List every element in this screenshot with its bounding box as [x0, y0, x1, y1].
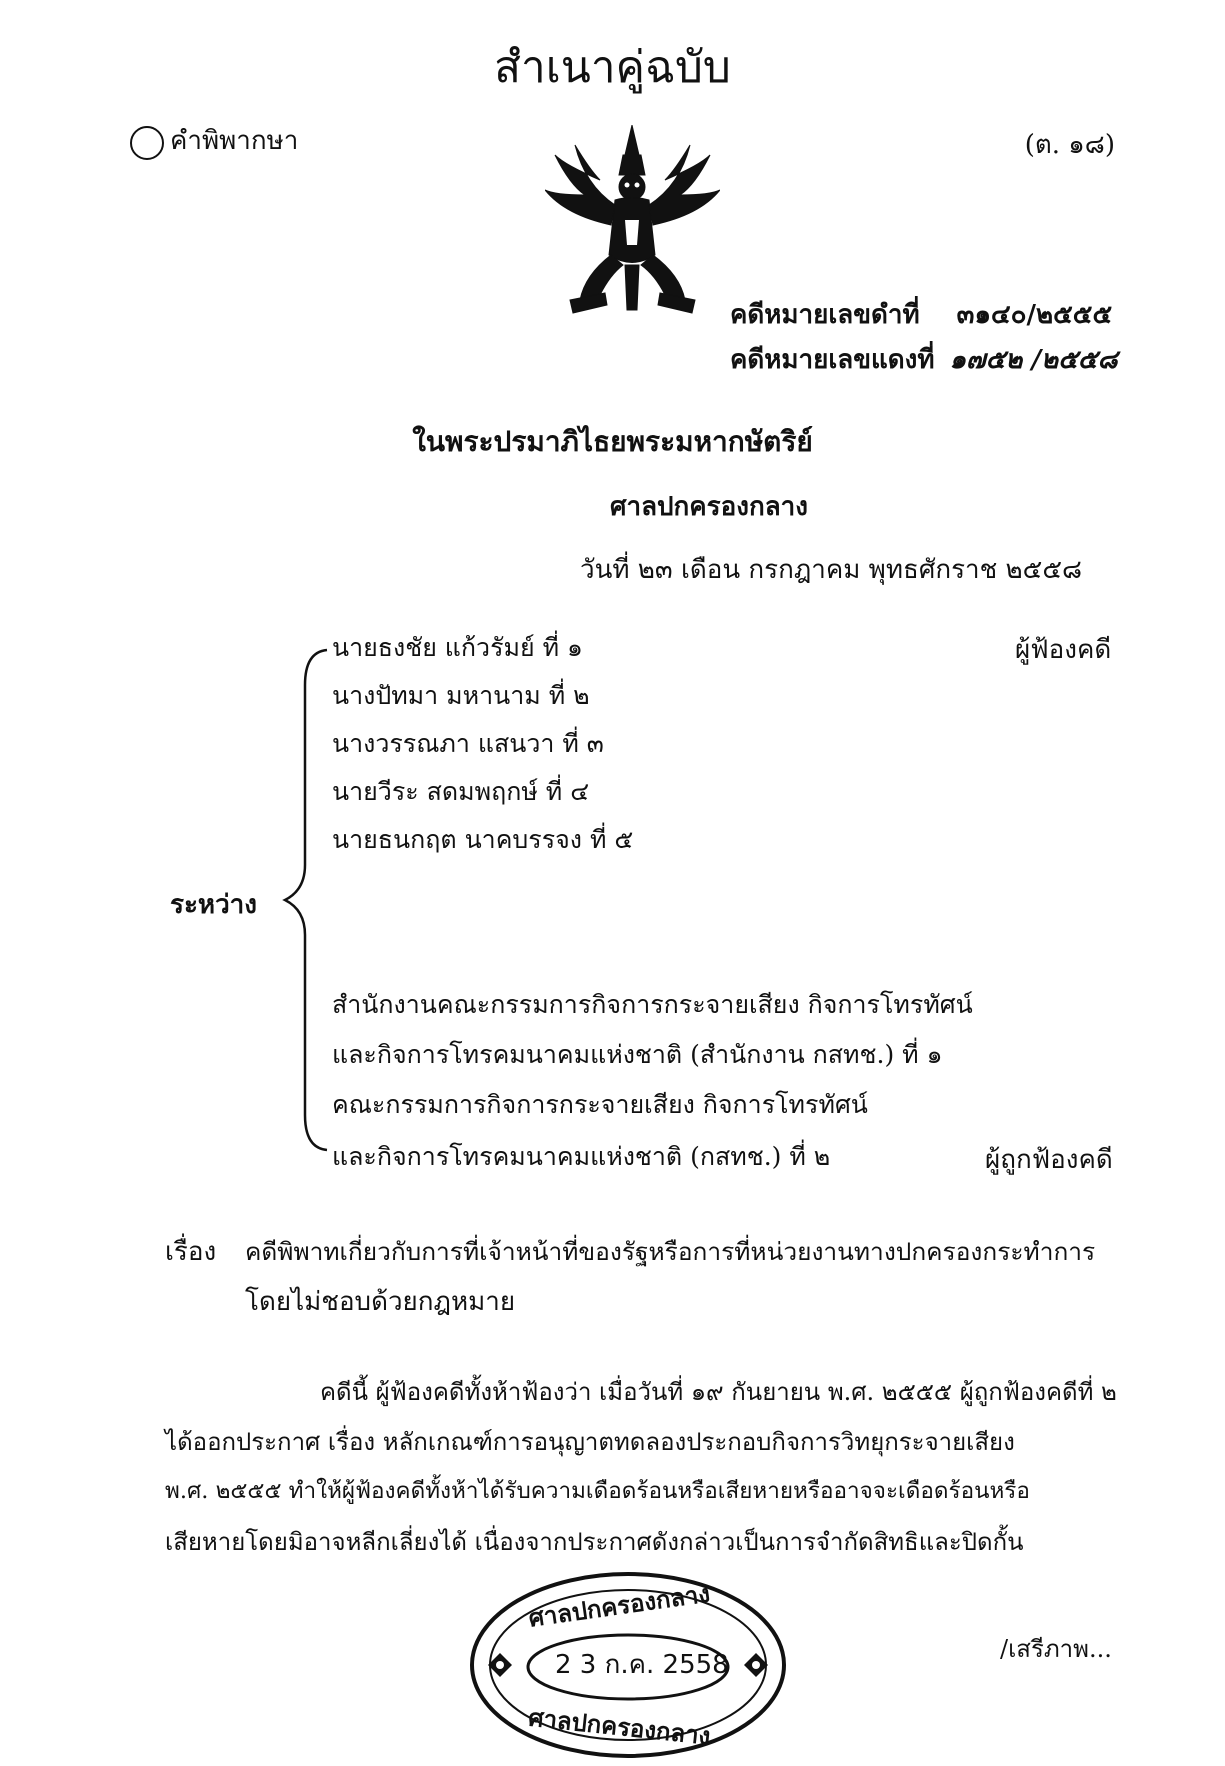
court-name: ศาลปกครองกลาง — [610, 492, 808, 522]
defendant-role: ผู้ถูกฟ้องคดี — [985, 1145, 1113, 1175]
judgment-date: วันที่ ๒๓ เดือน กรกฎาคม พุทธศักราช ๒๕๕๘ — [580, 555, 1083, 585]
plaintiff-1: นายธงชัย แก้วรัมย์ ที่ ๑ — [332, 633, 583, 662]
continued-marker: /เสรีภาพ... — [1000, 1635, 1112, 1663]
plaintiff-4: นายวีระ สดมพฤกษ์ ที่ ๔ — [332, 777, 590, 806]
defendant-line-1: สำนักงานคณะกรรมการกิจการกระจายเสียง กิจการโทรทัศน์ — [332, 990, 973, 1019]
plaintiff-2: นางปัทมา มหานาม ที่ ๒ — [332, 681, 590, 710]
copy-title: สำเนาคู่ฉบับ — [494, 42, 731, 93]
plaintiff-3: นางวรรณภา แสนวา ที่ ๓ — [332, 729, 604, 758]
body-line-3: พ.ศ. ๒๕๕๕ ทำให้ผู้ฟ้องคดีทั้งห้าได้รับความเดือดร้อนหรือเสียหายหรืออาจจะเดือดร้อนหรือ — [165, 1478, 1030, 1504]
red-case-value: ๑๗๕๒ /๒๕๕๘ — [949, 345, 1118, 375]
brace-bracket — [265, 640, 345, 1160]
stamp-bottom-text: ศาลปกครองกลาง — [527, 1702, 712, 1751]
garuda-emblem-icon — [545, 125, 720, 325]
royal-heading: ในพระปรมาภิไธยพระมหากษัตริย์ — [412, 425, 813, 458]
plaintiff-role: ผู้ฟ้องคดี — [1015, 635, 1112, 665]
black-case-value: ๓๑๔๐/๒๕๕๕ — [956, 300, 1113, 330]
black-case-number — [730, 300, 1112, 331]
form-code: (ต. ๑๘) — [1024, 130, 1115, 160]
stamp-top-text: ศาลปกครองกลาง — [526, 1578, 712, 1633]
between-label: ระหว่าง — [170, 890, 257, 920]
defendant-line-4: และกิจการโทรคมนาคมแห่งชาติ (กสทช.) ที่ ๒ — [332, 1142, 831, 1171]
circle-marker-icon — [130, 126, 164, 160]
subject-label: เรื่อง — [165, 1237, 217, 1267]
body-line-1: คดีนี้ ผู้ฟ้องคดีทั้งห้าฟ้องว่า เมื่อวันที่ ๑๙ กันยายน พ.ศ. ๒๕๕๕ ผู้ถูกฟ้องคดีที่ ๒ — [320, 1378, 1117, 1406]
defendant-line-2: และกิจการโทรคมนาคมแห่งชาติ (สำนักงาน กสทช.) ที่ ๑ — [332, 1040, 943, 1069]
subject-line-2: โดยไม่ชอบด้วยกฎหมาย — [245, 1287, 516, 1317]
red-case-label: คดีหมายเลขแดงที่ — [730, 345, 935, 375]
document-type: คำพิพากษา — [170, 126, 299, 156]
black-case-label: คดีหมายเลขดำที่ — [730, 300, 920, 330]
subject-line-1: คดีพิพาทเกี่ยวกับการที่เจ้าหน้าที่ของรัฐหรือการที่หน่วยงานทางปกครองกระทำการ — [245, 1237, 1096, 1266]
body-line-2: ได้ออกประกาศ เรื่อง หลักเกณฑ์การอนุญาตทดลองประกอบกิจการวิทยุกระจายเสียง — [165, 1428, 1015, 1456]
red-case-number — [730, 345, 1118, 376]
plaintiff-5: นายธนกฤต นาคบรรจง ที่ ๕ — [332, 825, 634, 854]
stamp-date: 2 3 ก.ค. 2558 — [555, 1650, 729, 1680]
body-line-4: เสียหายโดยมิอาจหลีกเลี่ยงได้ เนื่องจากประกาศดังกล่าวเป็นการจำกัดสิทธิและปิดกั้น — [165, 1528, 1024, 1556]
defendant-line-3: คณะกรรมการกิจการกระจายเสียง กิจการโทรทัศน์ — [332, 1090, 868, 1119]
